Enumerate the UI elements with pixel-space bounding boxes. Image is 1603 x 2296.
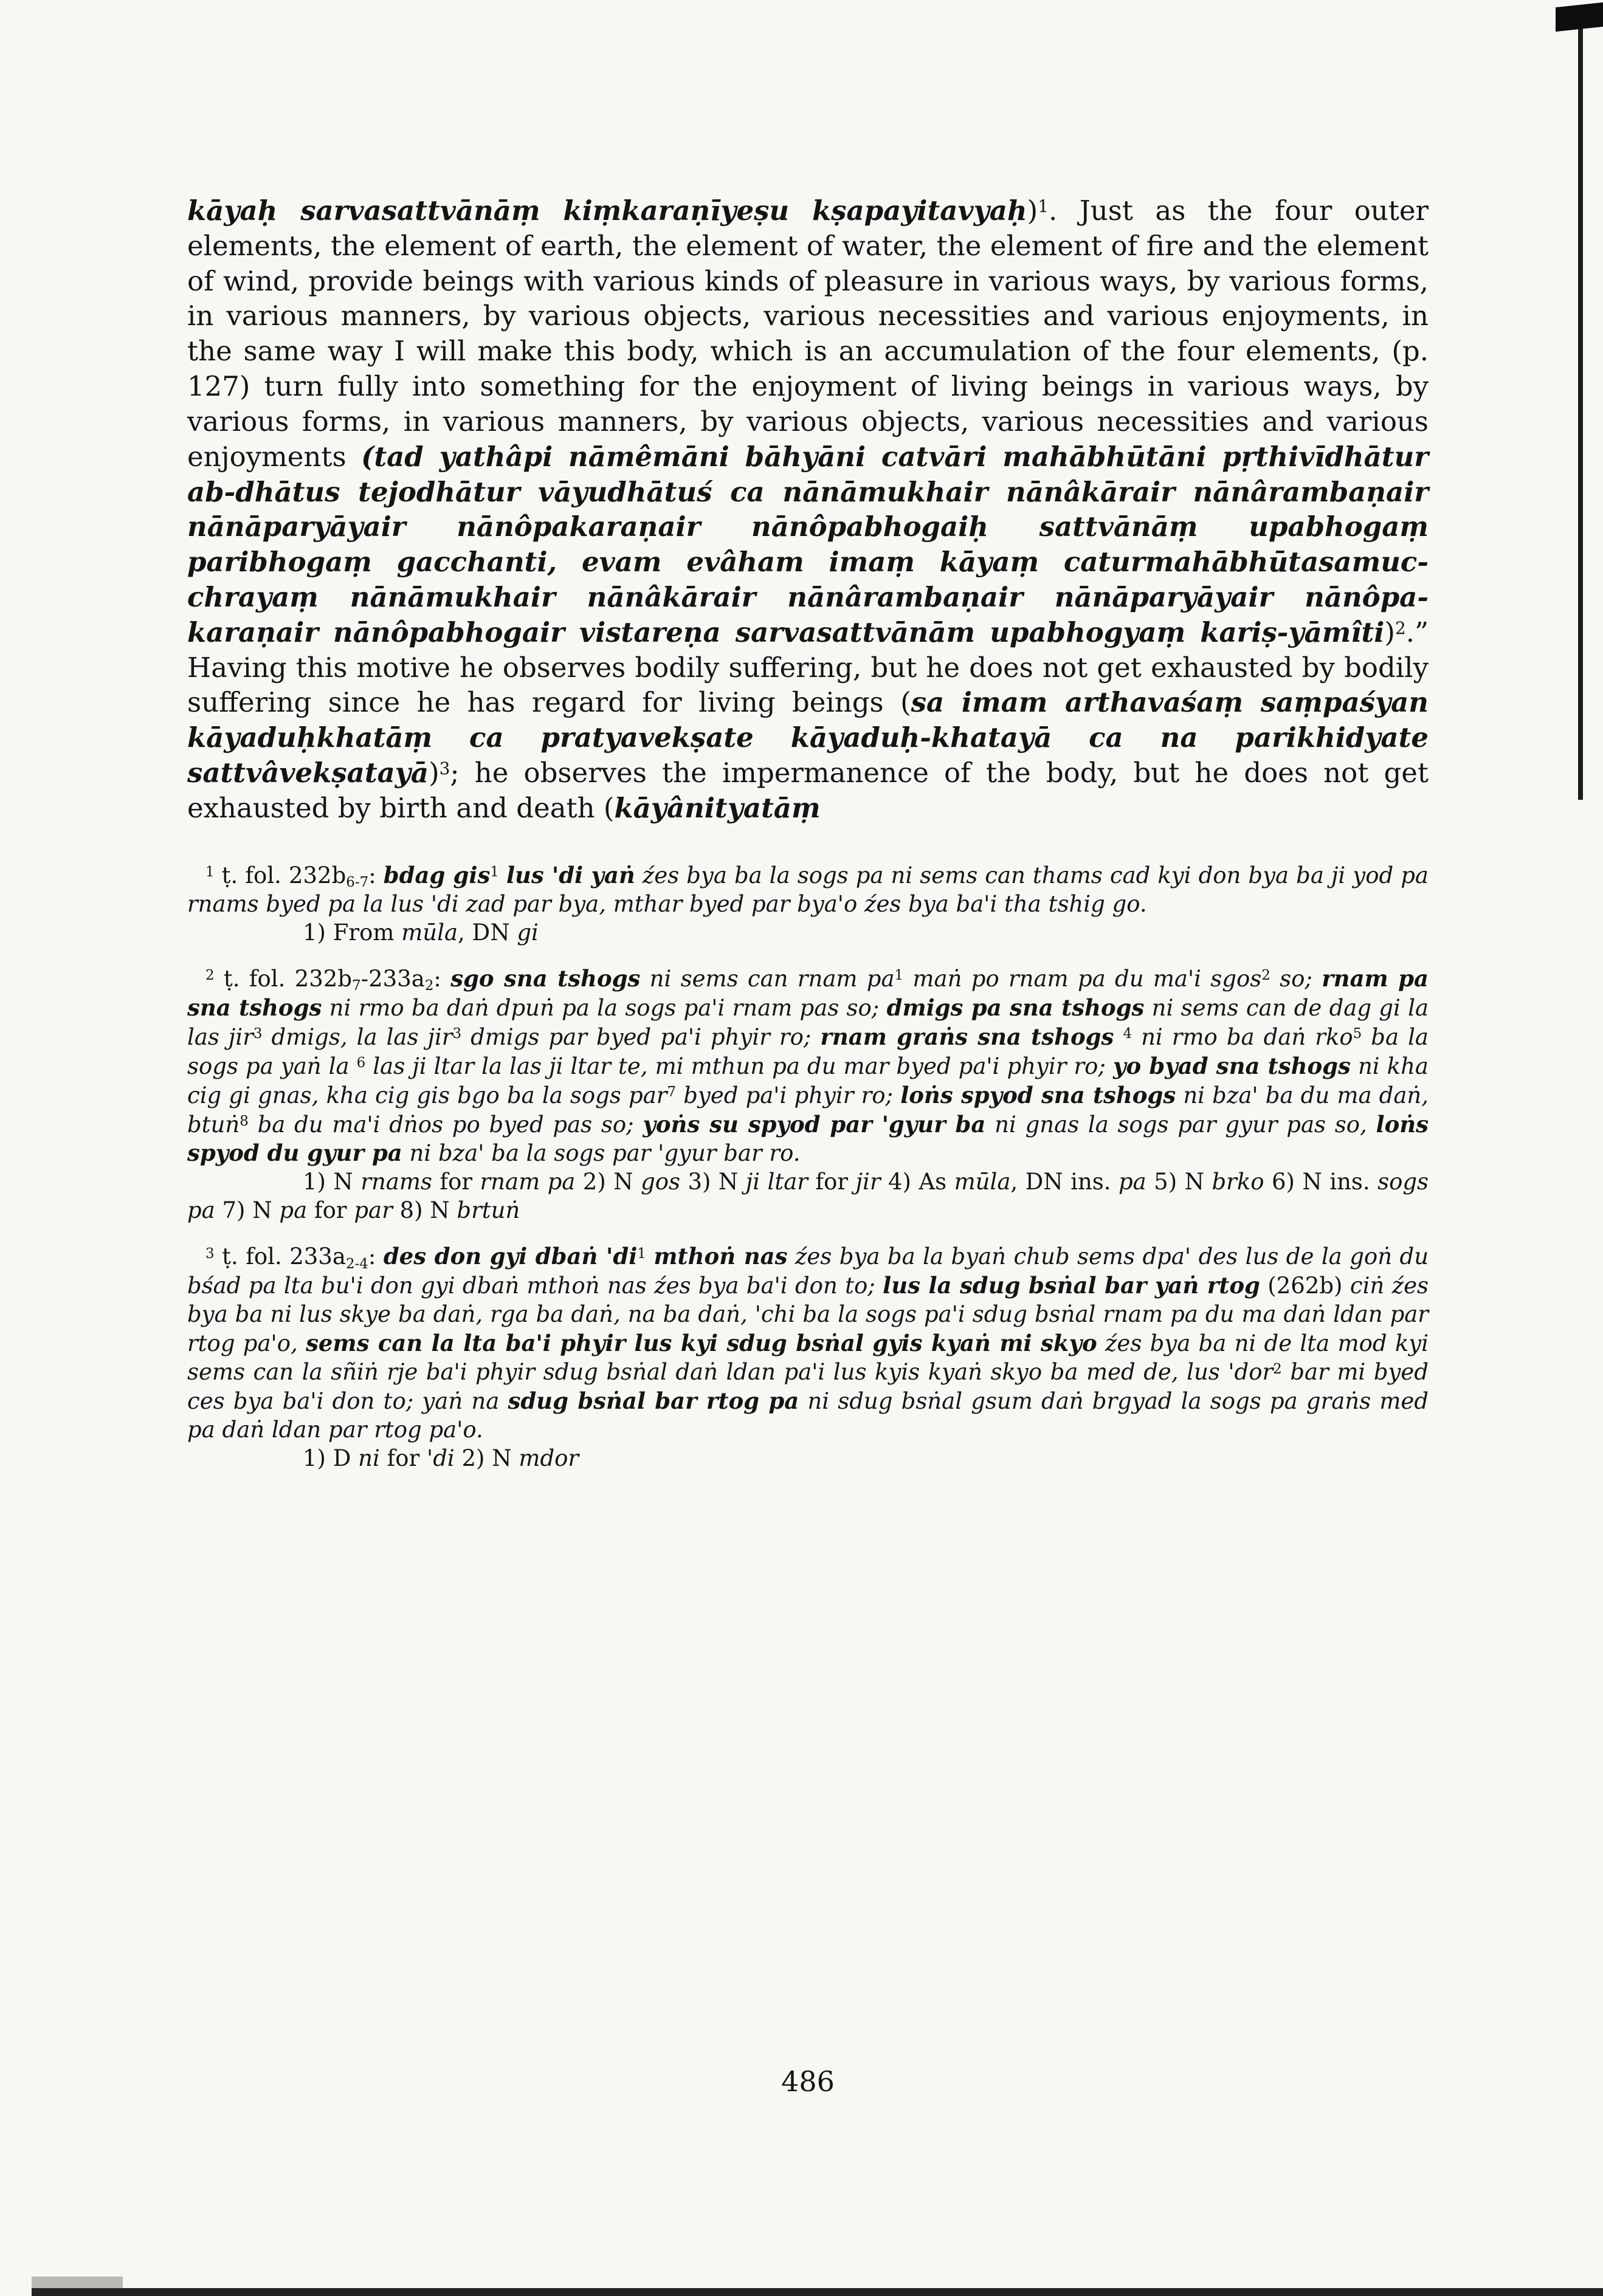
footnote bbox=[187, 1242, 1429, 1473]
footnote-variant-note: 1) D ni for 'di 2) N mdor bbox=[303, 1445, 579, 1472]
footnote bbox=[187, 861, 1429, 947]
scan-bottom-band bbox=[32, 2288, 1603, 2296]
text-block bbox=[187, 193, 1429, 1473]
scan-edge-line bbox=[1578, 16, 1583, 800]
footnote-variant-note: 1) N rnams for rnam pa 2) N gos 3) N ji ltar for jir 4) As mūla, DN ins. pa 5) N brko 6) N ins. sogs pa 7) N pa for par 8) N brtuṅ bbox=[187, 1169, 1429, 1224]
footnote-body: $^1$ ṭ. fol. $232b_{6-7}$: bdag gis$^1$ lus 'di yaṅ źes bya ba la sogs pa ni sems can thams cad kyi don bya ba ji yod pa rnams byed pa la lus 'di zad par bya, mthar byed par bya'o źes bya ba'i tha tshig go. bbox=[187, 861, 1429, 917]
footnote-body: $^3$ ṭ. fol. $233a_{2-4}$: des don gyi dbaṅ '$di^1$ mthoṅ nas źes bya ba la byaṅ chub sems dpa' des lus de la goṅ du bśad pa lta bu'i don gyi dbaṅ mthoṅ nas źes bya ba'i don to; lus la sdug bsṅal bar yaṅ rtog (262b) ciṅ źes bya ba ni lus skye ba daṅ, rga ba daṅ, na ba daṅ, 'chi ba la sogs pa'i sdug bsṅal rnam pa du ma daṅ ldan par rtog pa'o, sems can la lta ba'i phyir lus kyi sdug bsṅal gyis kyaṅ mi skyo źes bya ba ni de lta mod kyi sems can la sñiṅ rje ba'i phyir sdug bsṅal daṅ ldan pa'i lus kyis kyaṅ skyo ba med de, lus 'dor$^2$ bar mi byed ces bya ba'i don to; yaṅ na sdug bsṅal bar rtog pa ni sdug bsṅal gsum daṅ brgyad la sogs pa graṅs med pa daṅ ldan par rtog pa'o. bbox=[187, 1243, 1429, 1443]
page-number: 486 bbox=[781, 2065, 835, 2098]
footnote-body: $^2$ ṭ. fol. $232b_7-233a_2$: sgo sna tshogs ni sems can rnam $pa^1$ maṅ po rnam pa du ma'i sgos$^2$ so; rnam pa sna tshogs ni rmo ba daṅ dpuṅ pa la sogs pa'i rnam pas so; dmigs pa sna tshogs ni sems can de dag gi la las jir$^3$ dmigs, la las jir$^3$ dmigs par byed pa'i phyir ro; rnam graṅs sna tshogs $^4$ ni rmo ba daṅ rko$^5$ ba la sogs pa yaṅ la $^6$ las ji ltar la las ji ltar te, mi mthun pa du mar byed pa'i phyir ro; yo byad sna tshogs ni kha cig gi gnas, kha cig gis bgo ba la sogs par$^7$ byed pa'i phyir ro; loṅs spyod sna tshogs ni bza' ba du ma daṅ, btuṅ$^8$ ba du ma'i dṅos po byed pas so; yoṅs su spyod par 'gyur ba ni gnas la sogs par gyur pas so, loṅs spyod du gyur pa ni bza' ba la sogs par 'gyur bar ro. bbox=[187, 964, 1429, 1167]
scan-corner-mark bbox=[1556, 2, 1603, 32]
footnote-variant-note: 1) From mūla, DN gi bbox=[303, 919, 539, 946]
footnote bbox=[187, 964, 1429, 1226]
main-paragraph: kāyaḥ sarvasattvānāṃ kiṃkaraṇīyeṣu kṣapayitavyaḥ)$^1$. Just as the four outer elements, the element of earth, the element of water, the element of fire and the element of wind, provide beings with various kinds of pleasure in various ways, by various forms, in various manners, by various objects, various necessities and various enjoyments, in the same way I will make this body, which is an accumulation of the four elements, (p. 127) turn fully into something for the enjoyment of living beings in various ways, by various forms, in various manners, by various objects, various necessities and various enjoyments (tad yathâpi nāmêmāni bāhyāni catvāri mahābhūtāni pṛthivīdhātur ab-dhātus tejodhātur vāyudhātuś ca nānāmukhair nānâkārair nānârambaṇair nānāparyāyair nānôpakaraṇair nānôpabhogaiḥ sattvānāṃ upabhogaṃ paribhogaṃ gacchanti, evam evâham imaṃ kāyaṃ caturmahābhūtasamuc-chrayaṃ nānāmukhair nānâkārair nānârambaṇair nānāparyāyair nānôpa-karaṇair nānôpabhogair vistareṇa sarvasattvānām upabhogyaṃ kariṣ-yāmîti)$^2$.” Having this motive he observes bodily suffering, but he does not get exhausted by bodily suffering since he has regard for living beings (sa imam arthavaśaṃ saṃpaśyan kāyaduḥkhatāṃ ca pratyavekṣate kāyaduḥ-khatayā ca na parikhidyate sattvâvekṣatayā)$^3$; he observes the impermanence of the body, but he does not get exhausted by birth and death (kāyânityatāṃ bbox=[187, 194, 1429, 824]
footnotes-section bbox=[187, 861, 1429, 1474]
